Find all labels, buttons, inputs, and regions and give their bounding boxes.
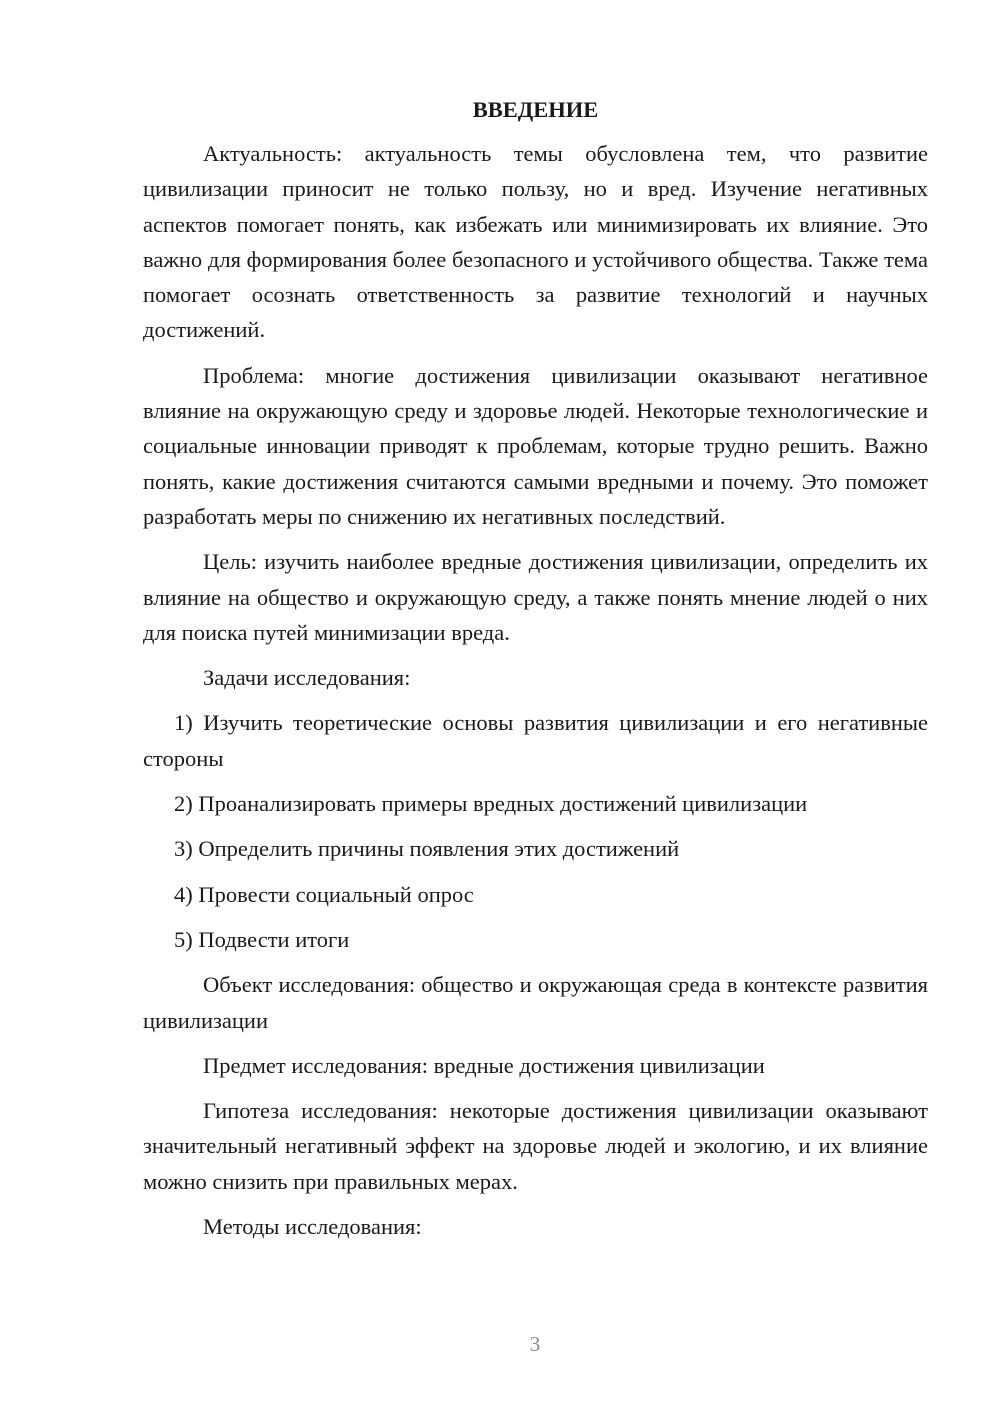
page-number: 3: [529, 1332, 541, 1356]
task-item-1: 1) Изучить теоретические основы развития цивилизации и его негативные стороны: [143, 710, 928, 771]
paragraph-tasks-title: Задачи исследования:: [203, 665, 411, 691]
paragraph-goal: Цель: изучить наиболее вредные достижения цивилизации, определить их влияние на общество и окружающую среду, а также понять мнение людей о них для поиска путей минимизации вреда.: [143, 549, 928, 645]
paragraph-methods: Методы исследования:: [203, 1214, 422, 1240]
paragraph-relevance: Актуальность: актуальность темы обусловлена тем, что развитие цивилизации приносит не только пользу, но и вред. Изучение негативных аспектов помогает понять, как избежать или минимизировать их влияние. Это важно для формирования более безопасного и устойчивого общества. Также тема помогает осознать ответственность за развитие технологий и научных достижений.: [143, 141, 928, 343]
paragraph-problem: Проблема: многие достижения цивилизации оказывают негативное влияние на окружающую среду и здоровье людей. Некоторые технологические и социальные инновации приводят к проблемам, которые трудно решить. Важно понять, какие достижения считаются самыми вредными и почему. Это поможет разработать меры по снижению их негативных последствий.: [143, 362, 928, 529]
paragraph-hypothesis: Гипотеза исследования: некоторые достижения цивилизации оказывают значительный негативный эффект на здоровье людей и экологию, и их влияние можно снизить при правильных мерах.: [143, 1098, 928, 1194]
task-item-2: 2) Проанализировать примеры вредных достижений цивилизации: [174, 791, 808, 817]
task-item-4: 4) Провести социальный опрос: [174, 881, 474, 907]
task-item-5: 5) Подвести итоги: [174, 926, 350, 952]
task-item-3: 3) Определить причины появления этих достижений: [174, 836, 680, 862]
paragraph-subject: Предмет исследования: вредные достижения цивилизации: [203, 1052, 765, 1078]
paragraph-object: Объект исследования: общество и окружающая среда в контексте развития цивилизации: [143, 972, 928, 1033]
document-body: [143, 92, 928, 1244]
section-heading: ВВЕДЕНИЕ: [472, 97, 599, 122]
